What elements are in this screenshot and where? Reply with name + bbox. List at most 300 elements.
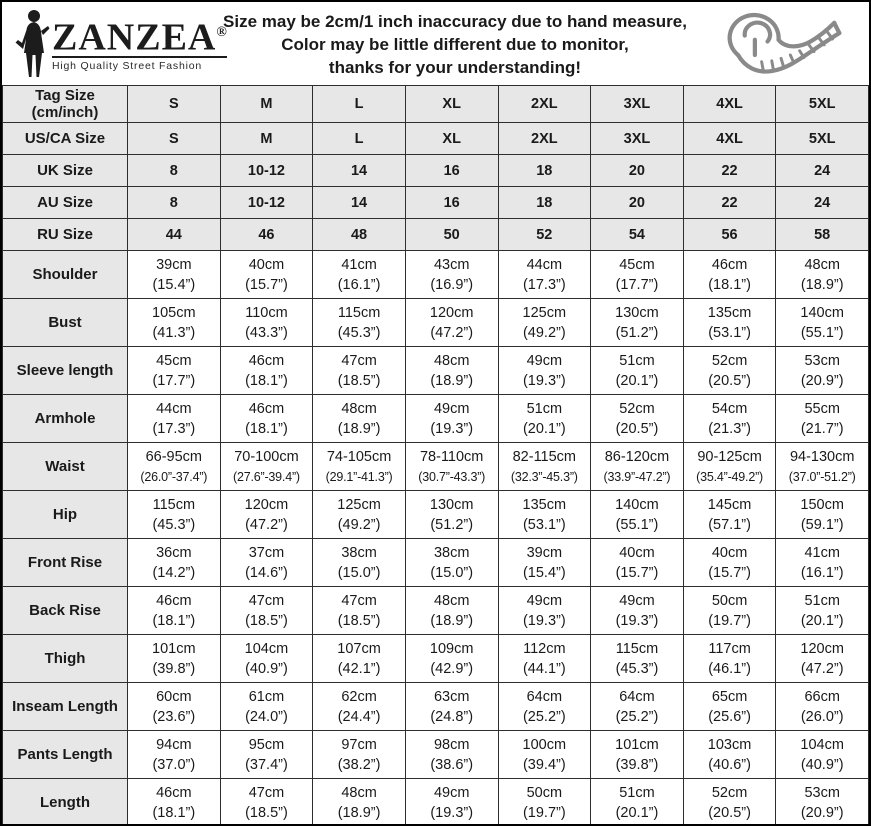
size-cell-line: (55.1”)	[800, 324, 844, 341]
size-cell-line: 38cm	[341, 544, 377, 561]
size-cell-line: 101cm	[615, 736, 659, 753]
size-cell	[683, 123, 776, 155]
size-cell-line: (20.1”)	[800, 612, 844, 629]
size-cell-line: (18.5”)	[337, 372, 381, 389]
size-cell	[591, 251, 684, 299]
size-cell-line: (21.3”)	[708, 420, 751, 437]
table-row	[3, 731, 869, 779]
size-cell-line: (45.3”)	[337, 324, 381, 341]
size-cell-line: (15.4”)	[152, 276, 196, 293]
size-cell-line: (47.2”)	[245, 516, 288, 533]
size-cell-line: 47cm	[341, 592, 377, 609]
size-cell	[128, 187, 221, 219]
size-cell-line: 16	[443, 194, 460, 211]
size-cell-line: 95cm	[248, 736, 285, 753]
size-cell	[313, 299, 406, 347]
size-cell	[776, 443, 869, 491]
size-cell	[683, 635, 776, 683]
size-cell-line: (30.7”-43.3”)	[418, 469, 486, 484]
table-row	[3, 491, 869, 539]
size-cell-line: 46cm	[156, 592, 192, 609]
size-cell-line: S	[168, 96, 179, 112]
size-cell	[776, 683, 869, 731]
size-cell-line: 112cm	[523, 640, 566, 657]
row-label: Front Rise	[3, 539, 128, 587]
size-cell-line: (19.3”)	[522, 612, 566, 629]
size-cell	[683, 731, 776, 779]
size-cell	[405, 587, 498, 635]
size-cell-line: 130cm	[429, 496, 474, 513]
size-cell	[591, 731, 684, 779]
size-cell-line: 40cm	[248, 256, 285, 273]
disclaimer-line-3: thanks for your understanding!	[328, 58, 582, 77]
size-cell-line: (19.3”)	[522, 372, 566, 389]
size-cell-line: (16.1”)	[337, 276, 381, 293]
table-row	[3, 187, 869, 219]
size-cell	[591, 779, 684, 826]
table-row	[3, 299, 869, 347]
size-cell	[313, 155, 406, 187]
row-label: Tag Size (cm/inch)	[3, 86, 128, 123]
size-cell	[683, 683, 776, 731]
size-cell-line: 117cm	[708, 640, 751, 657]
size-cell-line: (20.1”)	[615, 372, 659, 389]
size-cell-line: 103cm	[707, 736, 752, 753]
size-cell-line: (20.9”)	[800, 804, 844, 821]
size-cell	[498, 587, 591, 635]
size-cell-line: 50	[443, 226, 460, 243]
size-cell-line: 41cm	[341, 256, 377, 273]
row-label: Waist	[3, 443, 128, 491]
size-cell-line: (25.6”)	[708, 708, 751, 725]
size-cell-line: (20.9”)	[800, 372, 844, 389]
size-cell	[313, 395, 406, 443]
size-cell-line: 3XL	[623, 96, 651, 112]
size-cell	[776, 347, 869, 395]
size-cell	[220, 347, 313, 395]
size-cell-line: (18.1”)	[152, 612, 196, 629]
size-cell-line: 140cm	[800, 304, 844, 321]
size-cell	[591, 187, 684, 219]
size-cell-line: (17.3”)	[522, 276, 566, 293]
size-cell-line: 48cm	[433, 592, 470, 609]
size-cell	[776, 299, 869, 347]
size-cell-line: (37.4”)	[245, 756, 288, 773]
size-cell-line: 14	[350, 162, 368, 179]
size-cell-line: 100cm	[522, 736, 567, 753]
size-cell-line: 3XL	[623, 130, 651, 147]
size-cell-line: 14	[350, 194, 368, 211]
size-cell-line: 56	[721, 226, 738, 243]
size-cell	[683, 443, 776, 491]
size-cell	[128, 779, 221, 826]
size-cell-line: (19.3”)	[430, 420, 474, 437]
size-cell	[405, 299, 498, 347]
row-label: RU Size	[3, 219, 128, 251]
size-cell-line: 8	[169, 194, 178, 211]
size-cell	[220, 155, 313, 187]
size-cell-line: (59.1”)	[800, 516, 844, 533]
size-cell-line: 74-105cm	[326, 448, 392, 465]
size-cell-line: L	[354, 96, 364, 112]
size-cell-line: 66cm	[804, 688, 840, 705]
row-label: Back Rise	[3, 587, 128, 635]
size-cell-line: 49cm	[619, 592, 655, 609]
size-cell-line: 16	[443, 162, 460, 179]
size-cell	[498, 86, 591, 123]
size-cell-line: (24.4”)	[337, 708, 381, 725]
size-cell-line: 49cm	[433, 400, 470, 417]
size-cell-line: (33.9”-47.2”)	[603, 469, 671, 484]
size-cell	[405, 443, 498, 491]
size-cell-line: (18.1”)	[245, 372, 288, 389]
size-cell	[405, 86, 498, 123]
row-label: Pants Length	[3, 731, 128, 779]
size-cell-line: 50cm	[526, 784, 563, 801]
size-cell-line: (15.0”)	[337, 564, 381, 581]
size-cell	[128, 155, 221, 187]
size-cell-line: 140cm	[615, 496, 659, 513]
size-cell-line: (43.3”)	[245, 324, 288, 341]
size-cell-line: 50cm	[711, 592, 748, 609]
size-cell-line: (38.2”)	[337, 756, 381, 773]
size-cell	[498, 731, 591, 779]
size-cell-line: 150cm	[800, 496, 844, 513]
size-cell	[405, 395, 498, 443]
size-cell-line: 120cm	[244, 496, 289, 513]
size-cell-line: 135cm	[522, 496, 567, 513]
size-cell-line: XL	[442, 130, 461, 147]
size-cell-line: (19.3”)	[615, 612, 659, 629]
size-cell-line: (18.1”)	[152, 804, 196, 821]
size-cell	[683, 155, 776, 187]
size-cell-line: 39cm	[156, 256, 192, 273]
row-label: Length	[3, 779, 128, 826]
disclaimer-text	[222, 8, 688, 79]
size-cell	[498, 155, 591, 187]
size-cell-line: 97cm	[341, 736, 377, 753]
tape-icon-area	[688, 6, 863, 82]
row-label: UK Size	[3, 155, 128, 187]
size-cell	[220, 587, 313, 635]
size-cell-line: 48	[350, 226, 368, 243]
size-cell	[220, 187, 313, 219]
size-cell-line: 54cm	[711, 400, 748, 417]
size-cell-line: (38.6”)	[430, 756, 474, 773]
size-cell	[128, 491, 221, 539]
size-cell-line: (17.7”)	[152, 372, 196, 389]
size-cell-line: 24	[814, 162, 831, 179]
size-cell	[313, 539, 406, 587]
brand-logo	[12, 9, 227, 79]
size-cell-line: (15.4”)	[522, 564, 566, 581]
size-cell-line: 86-120cm	[604, 448, 670, 465]
size-cell-line: 51cm	[804, 592, 840, 609]
size-cell	[683, 395, 776, 443]
size-cell	[498, 539, 591, 587]
table-row	[3, 635, 869, 683]
size-cell	[683, 587, 776, 635]
size-cell	[313, 86, 406, 123]
size-cell-line: (20.5”)	[615, 420, 659, 437]
size-cell-line: 82-115cm	[512, 448, 577, 465]
size-cell	[313, 123, 406, 155]
size-cell-line: 5XL	[808, 96, 836, 112]
size-cell	[128, 635, 221, 683]
size-cell-line: 4XL	[716, 96, 743, 112]
size-cell-line: 54	[628, 226, 645, 243]
size-cell	[405, 219, 498, 251]
size-cell	[776, 587, 869, 635]
size-cell	[498, 491, 591, 539]
size-cell	[313, 251, 406, 299]
size-cell-line: 109cm	[429, 640, 474, 657]
size-cell	[405, 347, 498, 395]
size-cell-line: (18.9”)	[337, 420, 381, 437]
size-cell	[313, 187, 406, 219]
size-cell-line: (18.1”)	[708, 276, 751, 293]
size-cell-line: (53.1”)	[522, 516, 566, 533]
size-cell-line: (53.1”)	[708, 324, 751, 341]
size-cell	[405, 731, 498, 779]
size-cell-line: (18.9”)	[337, 804, 381, 821]
size-cell-line: 18	[536, 162, 553, 179]
size-cell-line: (49.2”)	[522, 324, 566, 341]
size-cell	[591, 683, 684, 731]
size-cell-line: 94-130cm	[789, 448, 855, 465]
size-cell	[220, 731, 313, 779]
size-cell	[591, 491, 684, 539]
size-cell	[405, 779, 498, 826]
size-cell-line: (39.4”)	[522, 756, 566, 773]
size-cell-line: 38cm	[433, 544, 470, 561]
size-cell	[776, 395, 869, 443]
row-label: AU Size	[3, 187, 128, 219]
size-cell	[220, 539, 313, 587]
size-cell-line: 115cm	[615, 640, 659, 657]
size-cell-line: (23.6”)	[152, 708, 196, 725]
size-cell-line: 52cm	[711, 352, 748, 369]
table-row	[3, 779, 869, 826]
size-cell-line: 104cm	[800, 736, 844, 753]
size-cell-line: (37.0”-51.2”)	[788, 469, 856, 484]
size-cell	[776, 731, 869, 779]
size-cell-line: (42.9”)	[430, 660, 474, 677]
size-cell-line: 78-110cm	[419, 448, 484, 465]
size-cell-line: 115cm	[152, 496, 196, 513]
row-label: Shoulder	[3, 251, 128, 299]
size-cell-line: 2XL	[531, 130, 558, 147]
size-cell	[776, 86, 869, 123]
size-cell	[776, 491, 869, 539]
row-label: Armhole	[3, 395, 128, 443]
row-label: Hip	[3, 491, 128, 539]
size-cell	[591, 86, 684, 123]
size-cell-line: (40.6”)	[708, 756, 751, 773]
size-cell	[128, 539, 221, 587]
size-cell	[128, 86, 221, 123]
size-cell-line: 4XL	[716, 130, 743, 147]
size-cell-line: 52	[536, 226, 553, 243]
size-cell-line: 46cm	[248, 352, 285, 369]
size-cell	[776, 219, 869, 251]
size-cell	[498, 635, 591, 683]
size-cell-line: (42.1”)	[337, 660, 381, 677]
size-cell-line: 47cm	[341, 352, 377, 369]
size-cell	[591, 395, 684, 443]
size-cell	[405, 491, 498, 539]
size-cell	[313, 731, 406, 779]
size-cell	[591, 219, 684, 251]
table-row	[3, 443, 869, 491]
size-cell-line: (17.3”)	[152, 420, 196, 437]
size-cell-line: 49cm	[433, 784, 470, 801]
size-cell	[683, 86, 776, 123]
size-cell	[405, 123, 498, 155]
size-cell-line: 20	[628, 194, 645, 211]
size-cell	[498, 347, 591, 395]
size-cell-line: 46cm	[156, 784, 192, 801]
size-cell-line: (14.6”)	[245, 564, 288, 581]
size-cell	[128, 123, 221, 155]
size-cell-line: (15.0”)	[430, 564, 474, 581]
size-cell	[405, 187, 498, 219]
size-cell-line: 20	[628, 162, 645, 179]
size-cell	[776, 187, 869, 219]
size-cell-line: (19.3”)	[430, 804, 474, 821]
size-cell-line: 46cm	[248, 400, 285, 417]
size-cell-line: 58	[814, 226, 831, 243]
size-cell-line: 51cm	[526, 400, 563, 417]
brand-text	[52, 15, 227, 73]
size-cell	[220, 123, 313, 155]
woman-silhouette-icon	[12, 9, 56, 79]
size-cell	[591, 299, 684, 347]
size-cell-line: M	[260, 96, 273, 112]
size-cell-line: (18.1”)	[245, 420, 288, 437]
size-cell-line: (24.0”)	[245, 708, 288, 725]
size-cell-line: 125cm	[522, 304, 567, 321]
size-cell-line: 44cm	[156, 400, 192, 417]
size-cell-line: (27.6”-39.4”)	[233, 469, 300, 484]
size-cell-line: 63cm	[433, 688, 470, 705]
size-cell-line: (44.1”)	[522, 660, 566, 677]
size-cell	[313, 683, 406, 731]
size-table	[2, 85, 869, 826]
table-row	[3, 587, 869, 635]
size-cell-line: 10-12	[247, 194, 285, 211]
size-cell-line: 46cm	[711, 256, 748, 273]
size-cell	[220, 219, 313, 251]
size-cell-line: (21.7”)	[800, 420, 844, 437]
size-cell-line: (19.7”)	[522, 804, 566, 821]
size-cell-line: 70-100cm	[234, 448, 299, 465]
size-cell-line: 40cm	[619, 544, 655, 561]
size-cell-line: 51cm	[619, 784, 655, 801]
size-cell-line: (14.2”)	[152, 564, 196, 581]
size-cell-line: XL	[442, 96, 461, 112]
size-cell-line: (55.1”)	[615, 516, 659, 533]
size-cell-line: 53cm	[804, 784, 840, 801]
size-cell-line: 55cm	[804, 400, 840, 417]
size-cell-line: 10-12	[247, 162, 285, 179]
size-cell	[405, 155, 498, 187]
size-cell-line: 105cm	[152, 304, 196, 321]
size-cell	[313, 635, 406, 683]
size-cell	[683, 347, 776, 395]
size-cell	[128, 731, 221, 779]
size-cell-line: (26.0”)	[800, 708, 844, 725]
size-cell	[498, 251, 591, 299]
size-cell	[313, 491, 406, 539]
size-cell-line: (18.5”)	[245, 612, 288, 629]
size-cell-line: S	[168, 130, 179, 147]
size-cell-line: 66-95cm	[145, 448, 203, 465]
size-cell-line: 130cm	[615, 304, 659, 321]
size-cell	[498, 443, 591, 491]
size-cell-line: 107cm	[337, 640, 381, 657]
size-cell-line: (16.9”)	[430, 276, 474, 293]
size-cell	[405, 539, 498, 587]
size-cell	[591, 635, 684, 683]
size-cell-line: 44	[165, 226, 182, 243]
size-cell	[776, 539, 869, 587]
size-cell-line: 65cm	[711, 688, 748, 705]
size-cell-line: 8	[169, 162, 178, 179]
size-cell-line: (35.4”-49.2”)	[696, 469, 763, 484]
size-cell	[776, 123, 869, 155]
size-cell	[313, 347, 406, 395]
size-cell-line: (32.3”-45.3”)	[510, 469, 578, 484]
size-cell	[128, 347, 221, 395]
disclaimer-line-2: Color may be little different due to monitor,	[281, 35, 629, 54]
size-cell-line: (20.1”)	[522, 420, 566, 437]
brand-name: ZANZEA®	[52, 16, 227, 59]
size-cell	[220, 251, 313, 299]
size-cell-line: (39.8”)	[152, 660, 196, 677]
size-cell-line: 145cm	[707, 496, 752, 513]
size-cell	[591, 539, 684, 587]
disclaimer-line-1: Size may be 2cm/1 inch inaccuracy due to hand measure,	[223, 12, 687, 31]
size-cell	[683, 779, 776, 826]
size-cell	[220, 635, 313, 683]
size-cell	[498, 219, 591, 251]
size-cell-line: (47.2”)	[430, 324, 474, 341]
size-cell	[220, 779, 313, 826]
size-cell-line: 48cm	[804, 256, 840, 273]
size-cell	[683, 251, 776, 299]
size-cell	[591, 347, 684, 395]
size-cell	[313, 219, 406, 251]
size-cell-line: (20.5”)	[708, 372, 751, 389]
size-cell	[220, 683, 313, 731]
size-cell-line: (47.2”)	[800, 660, 844, 677]
table-row	[3, 683, 869, 731]
size-cell-line: (19.7”)	[708, 612, 751, 629]
size-cell	[128, 587, 221, 635]
size-cell	[591, 587, 684, 635]
size-cell	[683, 491, 776, 539]
size-cell	[220, 299, 313, 347]
brand-tagline: High Quality Street Fashion	[52, 56, 227, 72]
table-row	[3, 395, 869, 443]
size-cell	[683, 299, 776, 347]
size-cell-line: 45cm	[156, 352, 192, 369]
size-cell-line: (51.2”)	[615, 324, 659, 341]
size-cell	[405, 251, 498, 299]
size-cell-line: (46.1”)	[708, 660, 751, 677]
size-cell	[776, 779, 869, 826]
